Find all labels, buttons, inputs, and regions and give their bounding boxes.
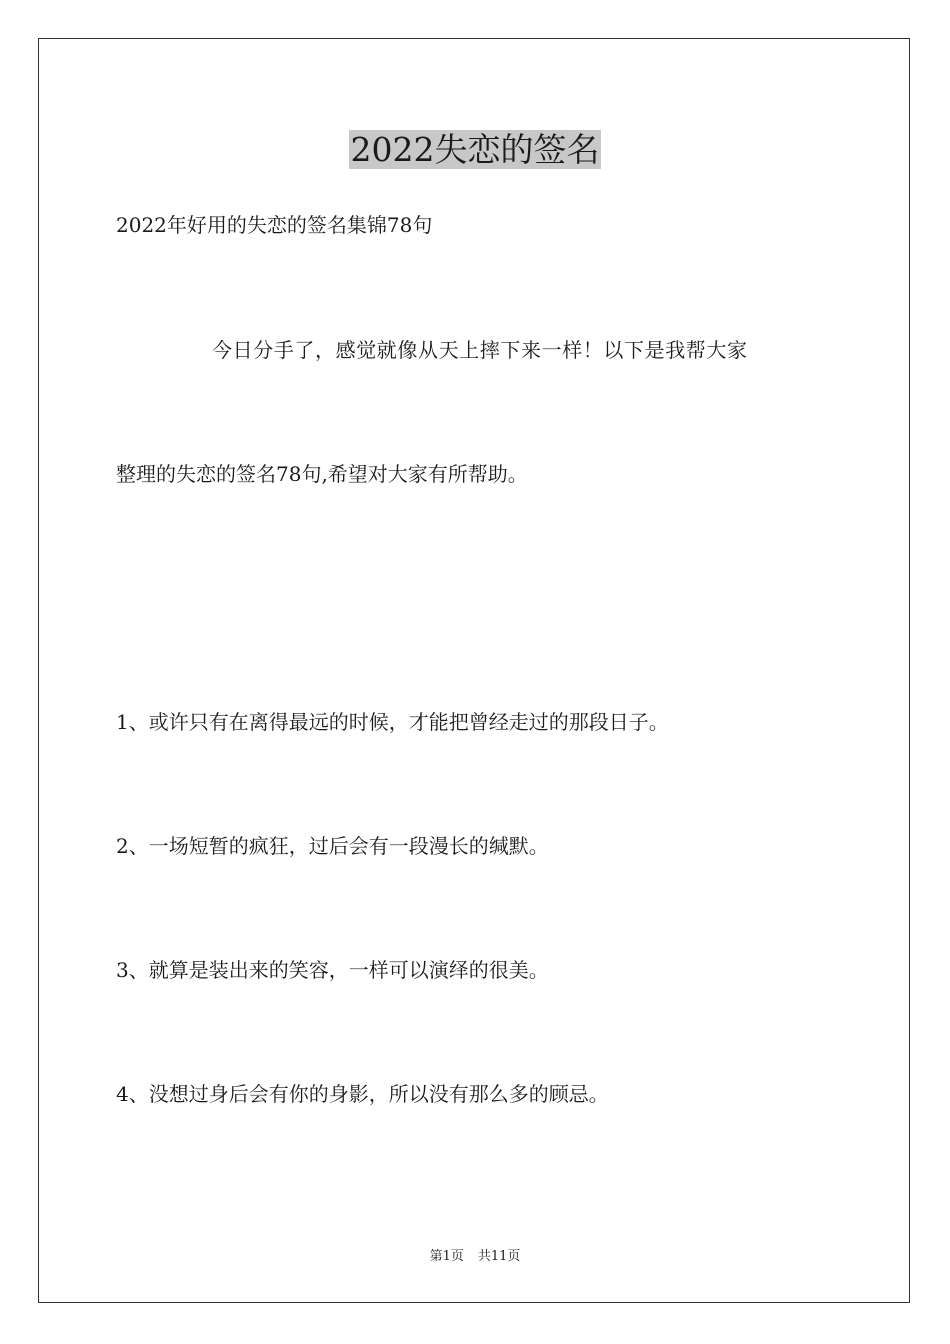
- intro-paragraph-line-2: 整理的失恋的签名78句,希望对大家有所帮助。: [116, 462, 528, 486]
- list-item: 3、就算是装出来的笑容，一样可以演绎的很美。: [116, 958, 549, 982]
- document-title: [0, 128, 950, 172]
- document-subtitle: 2022年好用的失恋的签名集锦78句: [116, 213, 433, 237]
- list-item: 4、没想过身后会有你的身影，所以没有那么多的顾忌。: [116, 1082, 609, 1106]
- page-footer: [0, 1248, 950, 1266]
- document-title-text: 2022失恋的签名: [350, 130, 600, 169]
- list-item: 2、一场短暂的疯狂，过后会有一段漫长的缄默。: [116, 834, 549, 858]
- page-number: 第1页: [429, 1249, 464, 1264]
- list-item: 1、或许只有在离得最远的时候，才能把曾经走过的那段日子。: [116, 710, 669, 734]
- intro-paragraph-line-1: 今日分手了，感觉就像从天上摔下来一样！以下是我帮大家: [212, 338, 748, 362]
- page-total: 共11页: [477, 1249, 521, 1264]
